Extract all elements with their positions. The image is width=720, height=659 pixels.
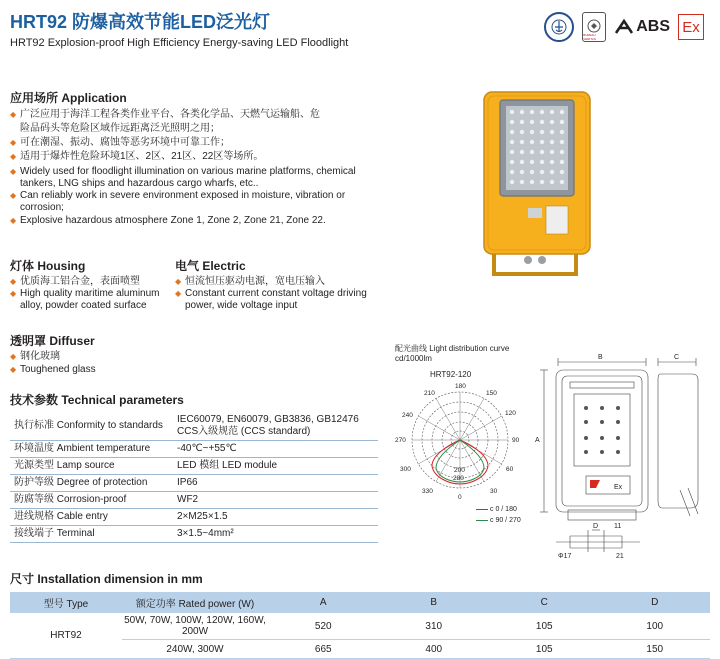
dim-label-d: D [593,523,599,530]
distribution-unit: cd/1000lm [395,354,432,363]
table-row [10,441,378,458]
diffuser-list [10,350,170,376]
angle-label: 90 [512,437,520,444]
dim-label-phi17: Φ17 [558,553,572,560]
table-cell: 100 [600,613,711,640]
list-item: ◆ Widely used for floodlight illumination on various marine platforms, chemical [10,166,356,177]
list-item: ◆ 广泛应用于海洋工程各类作业平台、各类化学品、天燃气运输船、危 [10,109,320,120]
electric-list [175,276,385,312]
table-row [10,509,378,526]
electric-heading: 电气 Electric [175,259,246,273]
table-row [10,492,378,509]
list-item: 险品码头等危险区域作远距离泛光照明之用； [20,123,220,134]
polar-diagram [395,380,528,501]
param-key: 执行标准 Conformity to standards [10,412,173,441]
list-item: ◆ Can reliably work in severe environment exposed in moisture, vibration or [10,190,346,201]
model-cell: HRT92 [10,613,122,659]
column-header: D [600,592,711,613]
diamond-bullet-icon: ◆ [175,289,182,298]
param-key: 防腐等级 Corrosion-proof [10,492,173,509]
list-item: ◆ High quality maritime aluminum [10,288,160,299]
list-item: ◆ Explosive hazardous atmosphere Zone 1, Zone 2, Zone 21, Zone 22. [10,215,326,226]
param-key: 光源类型 Lamp source [10,458,173,475]
page-subtitle: HRT92 Explosion-proof High Efficiency Energy-saving LED Floodlight [10,37,349,49]
list-item: alloy, powder coated surface [20,300,147,311]
technical-heading: 技术参数 Technical parameters [10,393,184,407]
list-item: ◆ 可在潮湿、振动、腐蚀等恶劣环境中可靠工作； [10,137,230,148]
param-value: IEC60079, EN60079, GB3836, GB12476 CCS入级规范 (CCS standard) [173,412,378,441]
ring-label: 200 [454,467,465,474]
param-value: IP66 [173,475,378,492]
list-item: ◆ 恒流恒压驱动电源，宽电压输入 [175,276,325,287]
table-header-row [10,592,710,613]
diamond-bullet-icon: ◆ [10,152,17,161]
column-header: A [268,592,379,613]
certification-logos [544,12,704,42]
diamond-bullet-icon: ◆ [10,167,17,176]
housing-heading: 灯体 Housing [10,259,86,273]
legend-item: c 0 / 180 [476,504,521,515]
diffuser-heading: 透明罩 Diffuser [10,334,95,348]
table-cell: 105 [489,613,600,640]
dim-label-21: 21 [616,553,624,560]
list-item: ◆ Constant current constant voltage driving [175,288,367,299]
table-row [10,475,378,492]
table-row [10,526,378,543]
distribution-legend [476,504,521,526]
diamond-bullet-icon: ◆ [10,277,17,286]
angle-label: 0 [458,494,462,501]
list-item: ◆ Toughened glass [10,364,96,375]
installation-heading: 尺寸 Installation dimension in mm [10,572,203,586]
floodlight-photo [480,86,600,280]
param-value: LED 模组 LED module [173,458,378,475]
column-header: C [489,592,600,613]
distribution-model: HRT92-120 [430,370,472,379]
list-item: ◆ 优质海工铝合金，表面喷塑 [10,276,140,287]
ex-logo-text: Ex [682,18,700,36]
table-cell: 310 [379,613,490,640]
dimension-drawing [530,350,716,566]
ex-icon [678,14,704,40]
legend-item: c 90 / 270 [476,515,521,526]
angle-label: 30 [490,488,498,495]
angle-label: 120 [505,410,516,417]
param-value: 2×M25×1.5 [173,509,378,526]
column-header: B [379,592,490,613]
table-cell: 400 [379,640,490,659]
diamond-bullet-icon: ◆ [10,216,17,225]
list-item: ◆ 钢化玻璃 [10,351,60,362]
diamond-bullet-icon: ◆ [10,365,17,374]
ccs-seal-icon [544,12,574,42]
angle-label: 150 [486,390,497,397]
dim-label-b: B [598,354,603,361]
table-row [10,458,378,475]
param-value: -40℃~+55℃ [173,441,378,458]
distribution-caption-block [395,344,509,364]
angle-label: 330 [422,488,433,495]
diamond-bullet-icon: ◆ [175,277,182,286]
angle-label: 270 [395,437,406,444]
param-key: 进线规格 Cable entry [10,509,173,526]
angle-label: 240 [402,412,413,419]
dim-label-ex: Ex [614,484,623,491]
housing-list [10,276,170,312]
list-item: ◆ 适用于爆炸性危险环境1区、2区、21区、22区等场所。 [10,151,264,162]
angle-label: 60 [506,466,514,473]
bureau-veritas-text: BUREAU VERITAS [583,33,596,41]
table-row [10,613,710,640]
diamond-bullet-icon: ◆ [10,352,17,361]
application-list [10,108,380,228]
diamond-bullet-icon: ◆ [10,138,17,147]
table-cell: 520 [268,613,379,640]
abs-icon [614,18,670,36]
param-value: 3×1.5~4mm² [173,526,378,543]
dim-label-11: 11 [614,523,622,530]
table-cell: 105 [489,640,600,659]
application-heading: 应用场所 Application [10,91,127,105]
param-key: 防护等级 Degree of protection [10,475,173,492]
column-header: 型号 Type [10,592,122,613]
dim-label-a: A [535,437,540,444]
param-value: WF2 [173,492,378,509]
legend-swatch-red [476,509,488,510]
list-item: power, wide voltage input [185,300,298,311]
dim-label-c: C [674,354,680,361]
list-item: corrosion; [20,202,64,213]
table-cell: 50W, 70W, 100W, 120W, 160W, 200W [122,613,268,640]
ring-label: 280 [453,475,464,482]
distribution-caption: 配光曲线 Light distribution curve [395,344,510,353]
param-key: 接线端子 Terminal [10,526,173,543]
diamond-bullet-icon: ◆ [10,191,17,200]
legend-swatch-green [476,520,488,521]
angle-label: 180 [455,383,466,390]
table-cell: 150 [600,640,711,659]
param-key: 环境温度 Ambient temperature [10,441,173,458]
abs-logo-text: ABS [636,18,670,35]
list-item: tankers, LNG ships and hazardous cargo wharfs, etc.. [20,178,259,189]
bureau-veritas-icon [582,12,606,42]
table-cell: 240W, 300W [122,640,268,659]
angle-label: 300 [400,466,411,473]
diamond-bullet-icon: ◆ [10,289,17,298]
angle-label: 210 [424,390,435,397]
installation-table [10,592,710,659]
page-title: HRT92 防爆高效节能LED泛光灯 [10,12,271,32]
column-header: 额定功率 Rated power (W) [122,592,268,613]
table-cell: 665 [268,640,379,659]
table-row [10,412,378,441]
technical-table [10,412,378,543]
diamond-bullet-icon: ◆ [10,110,17,119]
